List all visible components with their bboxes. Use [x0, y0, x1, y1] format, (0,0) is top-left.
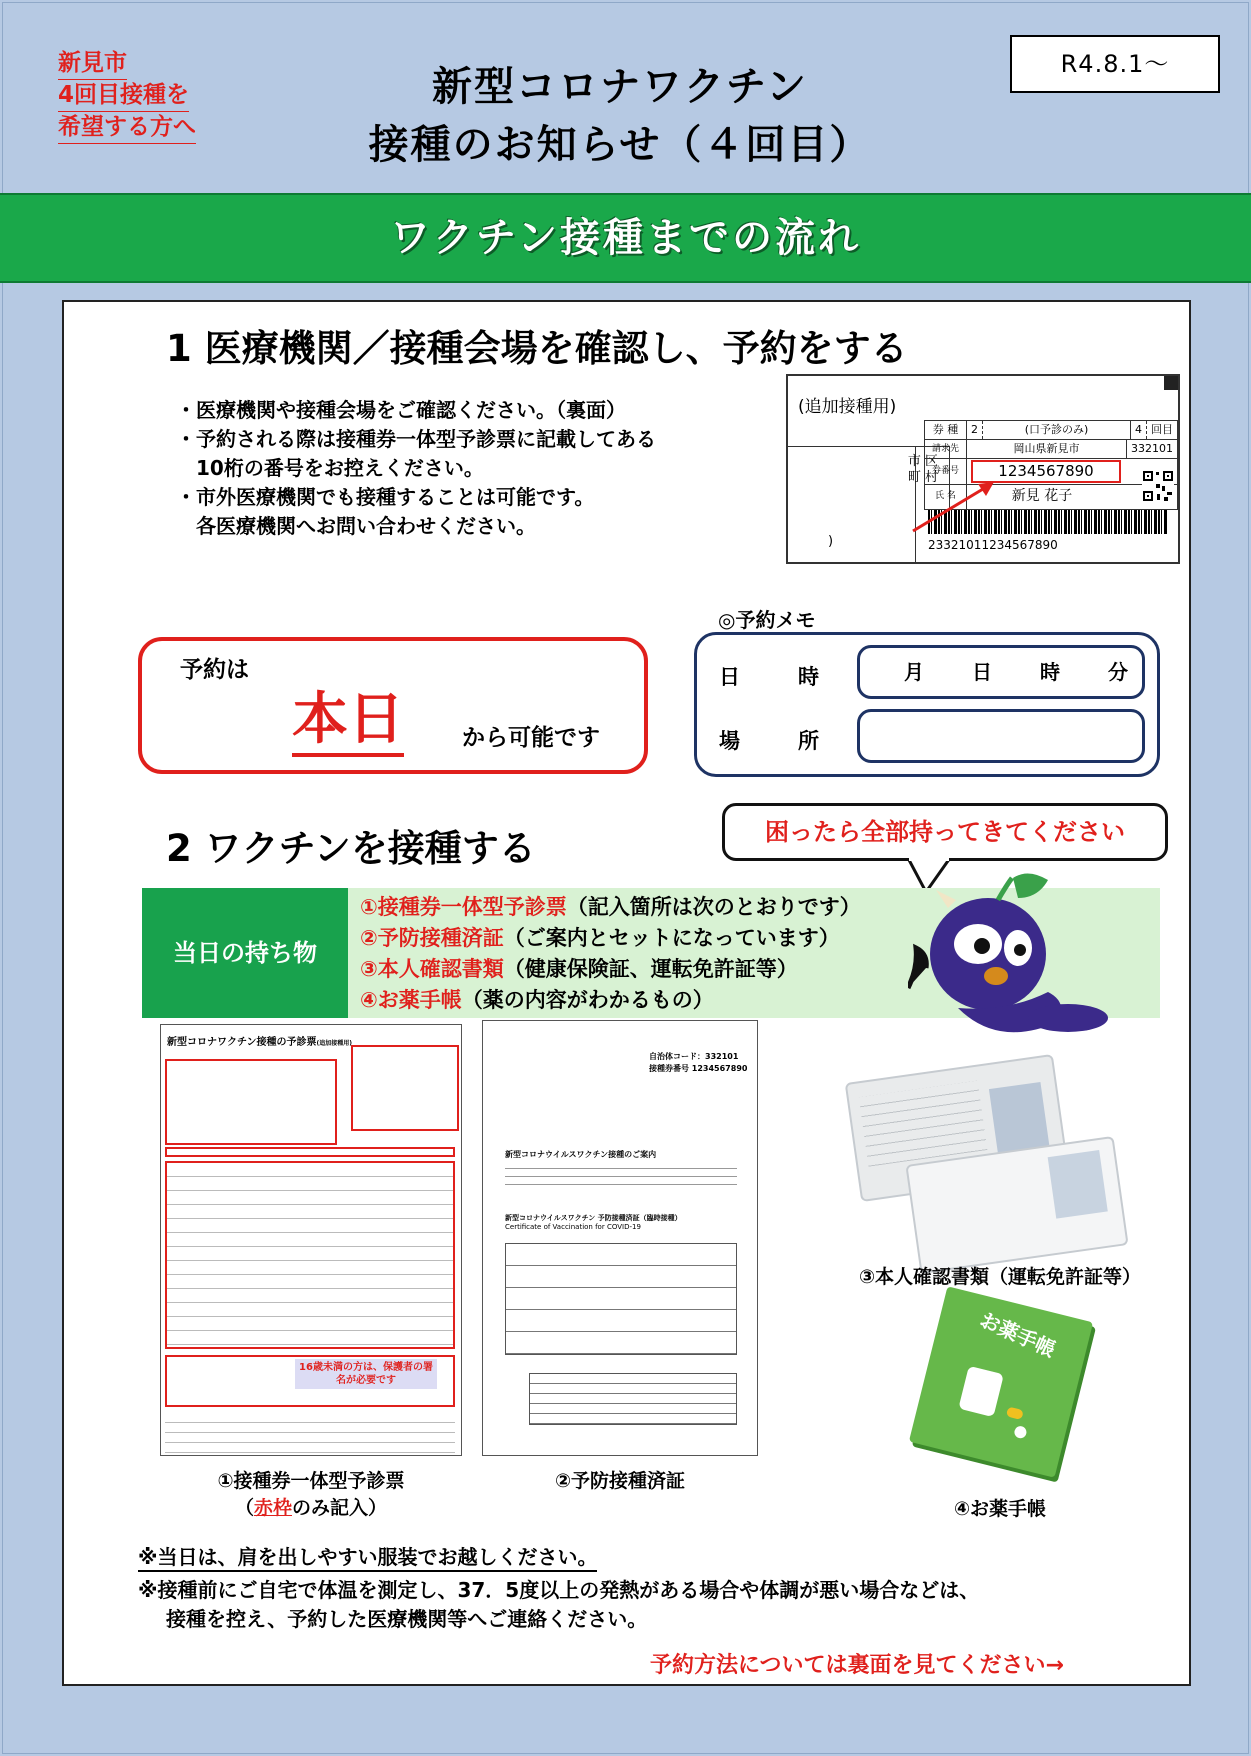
- cert-guide-title: 新型コロナウイルスワクチン接種のご案内: [505, 1150, 657, 1159]
- row2-city: 岡山県新見市: [967, 440, 1127, 458]
- caption-certificate: ②予防接種済証: [554, 1470, 686, 1492]
- caption-form-post: のみ記入）: [292, 1497, 388, 1519]
- form-redbox-3: [165, 1147, 455, 1157]
- cert-number: 接種券番号 1234567890: [649, 1064, 748, 1073]
- ticket-label: (追加接種用): [798, 397, 897, 417]
- license-photo-1: [989, 1082, 1049, 1153]
- form-title: [167, 1033, 352, 1048]
- memo-label-place-2: 所: [798, 729, 819, 753]
- unit-month: 月: [904, 660, 924, 684]
- caption-form-line1: ①接種券一体型予診票: [217, 1470, 405, 1492]
- cert-title: 新型コロナウイルスワクチン 予防接種済証（臨時接種）: [505, 1214, 682, 1222]
- item-1-note: （記入箇所は次のとおりです）: [566, 895, 861, 919]
- row1-count: 4: [1131, 421, 1147, 439]
- step1-bullets: [176, 396, 776, 541]
- id-documents: [852, 1050, 1122, 1200]
- speech-bubble: 困ったら全部持ってきてください: [722, 803, 1168, 861]
- memo-label-day: 日: [719, 665, 740, 689]
- step2-heading: 2 ワクチンを接種する: [166, 827, 536, 870]
- form-title-text: 新型コロナワクチン接種の予診票: [167, 1037, 317, 1048]
- ticket-name: 新見 花子: [1011, 488, 1073, 504]
- caption-id: ③本人確認書類（運転免許証等）: [858, 1266, 1142, 1288]
- footer-see-back: 予約方法については裏面を見てください→: [650, 1653, 1064, 1678]
- row1-unit: 回目: [1151, 423, 1173, 436]
- memo-label-place-1: 場: [719, 729, 740, 753]
- note-fever: ※接種前にご自宅で体温を測定し、37．5度以上の発熱がある場合や体調が悪い場合などは、: [138, 1578, 980, 1602]
- cert-title-en: Certificate of Vaccination for COVID-19: [505, 1223, 641, 1231]
- guardian-note: 16歳未満の方は、保護者の署名が必要です: [295, 1359, 437, 1389]
- license-photo-2: [1048, 1150, 1108, 1219]
- memo-date-units: [860, 648, 1142, 696]
- memo-place-label: [719, 725, 819, 755]
- item-3-name: ③本人確認書類: [360, 957, 504, 981]
- title-line-1: 新型コロナワクチン: [432, 64, 808, 110]
- items-label: 当日の持ち物: [142, 888, 348, 1018]
- page-title: [260, 58, 980, 174]
- ticket-row-type: [925, 421, 1177, 440]
- unit-hour: 時: [1040, 660, 1060, 684]
- cert-codes: [649, 1051, 747, 1075]
- pointer-arrow-icon: [908, 476, 998, 536]
- form-lower-table: [165, 1413, 455, 1453]
- ticket-number: 1234567890: [971, 460, 1121, 483]
- row4-label: 氏 名: [925, 485, 967, 509]
- ticket-row-billing: [925, 440, 1177, 459]
- row3-label: 券番号: [925, 459, 967, 484]
- note-clothing: ※当日は、肩を出しやすい服装でお越しください。: [138, 1544, 597, 1572]
- cert-guide-text: [505, 1161, 737, 1191]
- reserve-today: 本日: [292, 687, 404, 757]
- unit-day: 日: [972, 660, 992, 684]
- capsule-icon: [1006, 1406, 1024, 1420]
- bullet-3-cont: 各医療機関へお問い合わせください。: [196, 514, 536, 538]
- item-1: [360, 892, 960, 923]
- item-3-note: （健康保険証、運転免許証等）: [503, 957, 798, 981]
- cert-code: 自治体コード：332101: [649, 1052, 739, 1061]
- date-badge: R4.8.1～: [1010, 35, 1220, 93]
- caption-notebook: ④お薬手帳: [953, 1498, 1047, 1520]
- caption-form-pre: （: [234, 1497, 254, 1519]
- item-2-name: ②予防接種済証: [360, 926, 504, 950]
- row2-label: 請求先: [925, 440, 967, 458]
- audience-line-2: 4回目接種を: [58, 80, 189, 112]
- row1-label: 券 種: [925, 421, 967, 439]
- bullet-3: ・市外医療機関でも接種することは可能です。: [176, 485, 595, 509]
- barcode-digits: 23321011234567890: [928, 538, 1058, 552]
- item-2-note: （ご案内とセットになっています）: [503, 926, 840, 950]
- reservation-availability-box: [138, 637, 648, 774]
- memo-place-field[interactable]: [857, 709, 1145, 763]
- form-redbox-1: [165, 1059, 337, 1145]
- title-line-2: 接種のお知らせ（４回目）: [368, 122, 872, 168]
- reserve-line-1: 予約は: [180, 657, 249, 683]
- banner-title: ワクチン接種までの流れ: [390, 215, 861, 261]
- form-title-sub: (追加接種用): [316, 1040, 352, 1047]
- item-2: [360, 923, 960, 954]
- row1-val: 2: [967, 421, 983, 439]
- notebook-title: お薬手帳: [976, 1307, 1060, 1362]
- target-audience-label: [58, 48, 228, 144]
- form-redbox-2: [351, 1045, 459, 1131]
- row1-desc: (口予診のみ): [983, 421, 1131, 439]
- bullet-2: ・予約される際は接種券一体型予診票に記載してある: [176, 427, 656, 451]
- memo-date-label: [719, 661, 819, 691]
- cert-record-table: [529, 1373, 737, 1425]
- reservation-memo-box: [694, 632, 1160, 777]
- memo-title: ◎予約メモ: [718, 608, 816, 632]
- note-fever-cont: 接種を控え、予約した医療機関等へご連絡ください。: [166, 1607, 648, 1631]
- reserve-line-2: から可能です: [462, 725, 600, 751]
- memo-label-time: 時: [798, 665, 819, 689]
- ticket-paren: ): [828, 534, 834, 549]
- caption-form-red: 赤枠: [253, 1497, 292, 1519]
- license-text-1: [859, 1081, 988, 1167]
- row2-code: 332101: [1131, 442, 1173, 455]
- audience-line-3: 希望する方へ: [58, 112, 196, 144]
- step1-heading: 1 医療機関／接種会場を確認し、予約をする: [166, 327, 908, 370]
- audience-line-1: 新見市: [58, 48, 127, 80]
- item-1-name: ①接種券一体型予診票: [360, 895, 567, 919]
- ticket-sample: [786, 374, 1180, 564]
- bullet-1: ・医療機関や接種会場をご確認ください。（裏面）: [176, 398, 626, 422]
- city-label-1: 市 区: [907, 454, 939, 469]
- items-list: [360, 892, 960, 1016]
- qr-code-icon: [1142, 470, 1174, 502]
- tablet-icon: [1013, 1425, 1028, 1440]
- city-label-2: 町 村: [907, 470, 939, 485]
- caption-form-line2: [160, 1493, 462, 1520]
- preliminary-exam-form: [160, 1024, 462, 1456]
- item-3: [360, 954, 960, 985]
- bullet-2-cont: 10桁の番号をお控えください。: [196, 456, 484, 480]
- item-4-name: ④お薬手帳: [360, 988, 462, 1012]
- item-4-note: （薬の内容がわかるもの）: [461, 988, 714, 1012]
- memo-date-field[interactable]: [857, 645, 1145, 699]
- unit-minute: 分: [1108, 660, 1128, 684]
- item-4: [360, 985, 960, 1016]
- corner-mark: [1164, 376, 1178, 390]
- section-banner: [0, 193, 1251, 283]
- caption-form: [160, 1466, 462, 1520]
- vaccination-certificate: [482, 1020, 758, 1456]
- cert-table: [505, 1243, 737, 1355]
- form-question-area: [165, 1161, 455, 1349]
- mascot-character: [908, 868, 1130, 1046]
- pill-bottle-icon: [958, 1366, 1004, 1417]
